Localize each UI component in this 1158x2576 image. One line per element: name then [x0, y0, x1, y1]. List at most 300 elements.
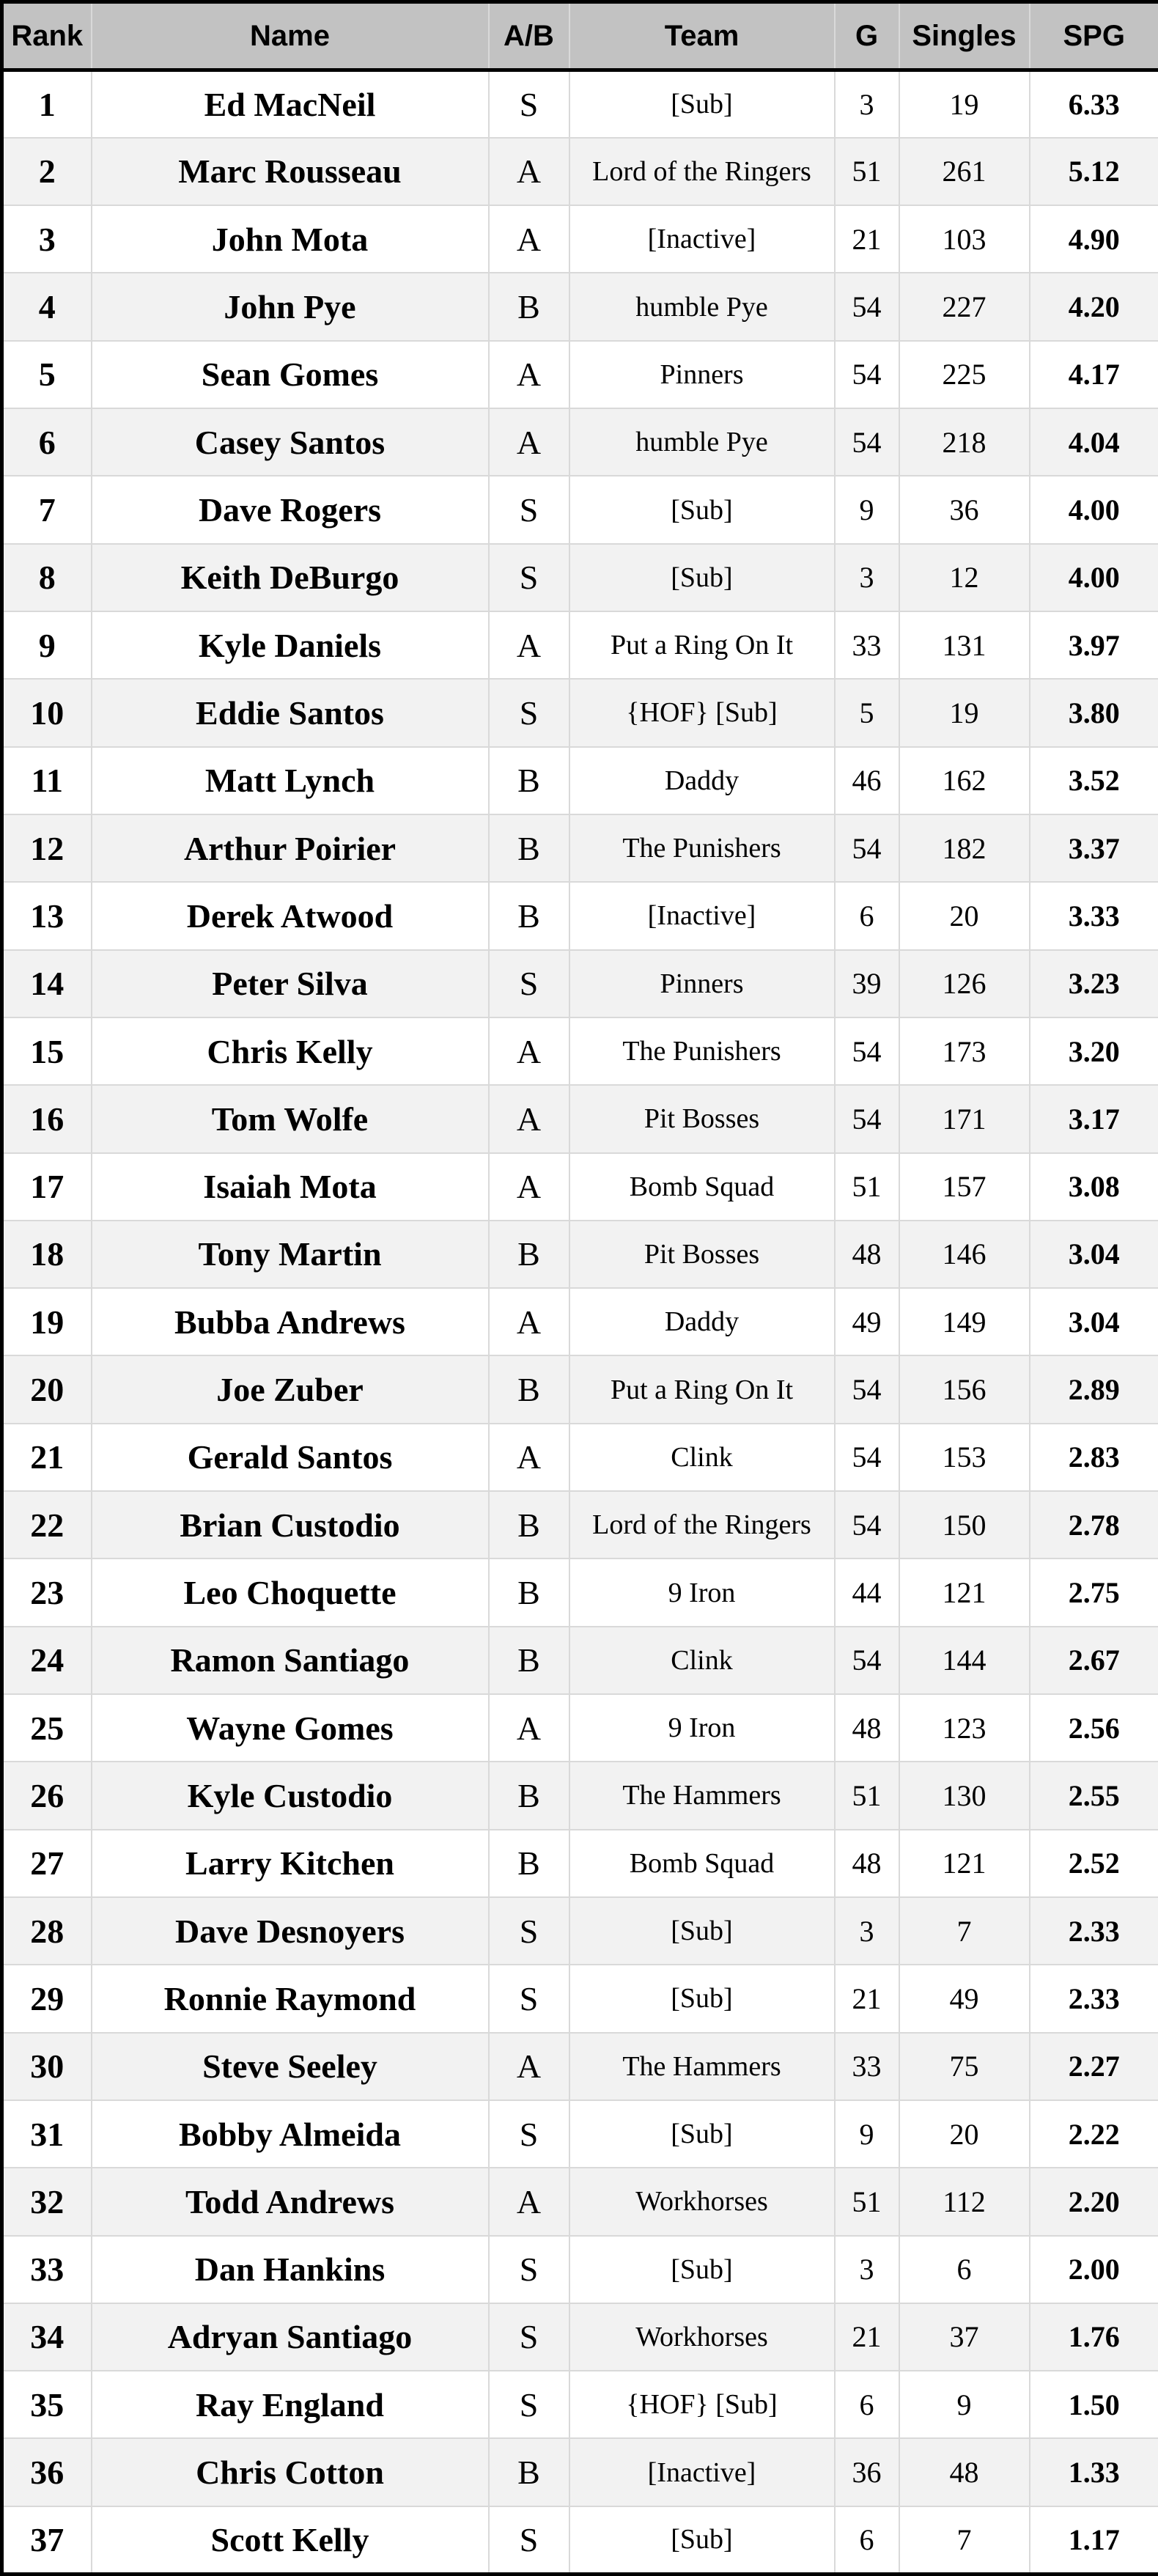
cell-division: B	[489, 814, 569, 882]
cell-spg: 2.00	[1030, 2236, 1158, 2303]
cell-spg: 2.55	[1030, 1762, 1158, 1829]
table-row	[2, 2371, 1158, 2438]
cell-games: 51	[835, 1153, 899, 1221]
cell-team: Workhorses	[569, 2303, 835, 2371]
cell-player-name: Tony Martin	[92, 1221, 489, 1288]
cell-singles: 146	[899, 1221, 1030, 1288]
cell-singles: 49	[899, 1965, 1030, 2032]
cell-games: 54	[835, 1491, 899, 1559]
cell-division: S	[489, 1897, 569, 1965]
cell-games: 54	[835, 341, 899, 408]
table-row	[2, 476, 1158, 543]
table-row	[2, 2168, 1158, 2235]
cell-games: 51	[835, 138, 899, 205]
cell-spg: 4.00	[1030, 476, 1158, 543]
cell-spg: 5.12	[1030, 138, 1158, 205]
cell-spg: 4.04	[1030, 408, 1158, 476]
cell-division: S	[489, 950, 569, 1017]
cell-singles: 19	[899, 70, 1030, 138]
cell-player-name: Todd Andrews	[92, 2168, 489, 2235]
header-row	[2, 2, 1158, 70]
cell-games: 36	[835, 2438, 899, 2506]
cell-games: 6	[835, 2371, 899, 2438]
cell-games: 6	[835, 2506, 899, 2575]
table-row	[2, 1221, 1158, 1288]
cell-rank: 8	[2, 544, 92, 611]
cell-games: 54	[835, 1627, 899, 1694]
cell-rank: 14	[2, 950, 92, 1017]
table-row	[2, 1965, 1158, 2032]
cell-team: Daddy	[569, 747, 835, 814]
table-row	[2, 1694, 1158, 1762]
cell-rank: 7	[2, 476, 92, 543]
cell-singles: 9	[899, 2371, 1030, 2438]
cell-division: B	[489, 747, 569, 814]
cell-spg: 1.76	[1030, 2303, 1158, 2371]
cell-games: 21	[835, 2303, 899, 2371]
cell-games: 51	[835, 1762, 899, 1829]
cell-spg: 2.52	[1030, 1830, 1158, 1897]
cell-singles: 218	[899, 408, 1030, 476]
table-row	[2, 1288, 1158, 1355]
table-row	[2, 2033, 1158, 2100]
cell-singles: 19	[899, 679, 1030, 746]
cell-division: B	[489, 1830, 569, 1897]
cell-division: B	[489, 1221, 569, 1288]
cell-player-name: Wayne Gomes	[92, 1694, 489, 1762]
cell-team: Put a Ring On It	[569, 611, 835, 679]
cell-singles: 20	[899, 882, 1030, 949]
cell-spg: 3.80	[1030, 679, 1158, 746]
cell-team: humble Pye	[569, 273, 835, 340]
cell-rank: 27	[2, 1830, 92, 1897]
cell-games: 54	[835, 1355, 899, 1423]
cell-team: [Sub]	[569, 476, 835, 543]
cell-team: [Sub]	[569, 2236, 835, 2303]
cell-singles: 103	[899, 205, 1030, 273]
cell-games: 3	[835, 70, 899, 138]
cell-singles: 171	[899, 1085, 1030, 1152]
cell-rank: 9	[2, 611, 92, 679]
cell-rank: 35	[2, 2371, 92, 2438]
cell-spg: 4.00	[1030, 544, 1158, 611]
cell-games: 9	[835, 2100, 899, 2168]
table-row	[2, 1085, 1158, 1152]
table-row	[2, 1897, 1158, 1965]
cell-spg: 2.89	[1030, 1355, 1158, 1423]
cell-division: A	[489, 1153, 569, 1221]
cell-spg: 2.33	[1030, 1965, 1158, 2032]
cell-rank: 21	[2, 1424, 92, 1491]
cell-spg: 3.08	[1030, 1153, 1158, 1221]
cell-division: A	[489, 341, 569, 408]
cell-rank: 36	[2, 2438, 92, 2506]
cell-singles: 121	[899, 1559, 1030, 1626]
cell-division: B	[489, 1762, 569, 1829]
cell-rank: 11	[2, 747, 92, 814]
cell-spg: 3.04	[1030, 1221, 1158, 1288]
cell-games: 48	[835, 1694, 899, 1762]
cell-division: B	[489, 2438, 569, 2506]
column-header-ab: A/B	[489, 2, 569, 70]
cell-division: A	[489, 1017, 569, 1085]
column-header-name: Name	[92, 2, 489, 70]
cell-games: 49	[835, 1288, 899, 1355]
cell-player-name: Larry Kitchen	[92, 1830, 489, 1897]
cell-division: A	[489, 408, 569, 476]
cell-team: [Inactive]	[569, 2438, 835, 2506]
cell-games: 21	[835, 205, 899, 273]
cell-team: [Sub]	[569, 70, 835, 138]
column-header-g: G	[835, 2, 899, 70]
table-row	[2, 408, 1158, 476]
cell-player-name: Arthur Poirier	[92, 814, 489, 882]
cell-spg: 3.37	[1030, 814, 1158, 882]
cell-division: B	[489, 273, 569, 340]
cell-player-name: Marc Rousseau	[92, 138, 489, 205]
table-row	[2, 1559, 1158, 1626]
cell-rank: 22	[2, 1491, 92, 1559]
cell-rank: 34	[2, 2303, 92, 2371]
cell-player-name: Eddie Santos	[92, 679, 489, 746]
cell-division: A	[489, 611, 569, 679]
cell-player-name: Scott Kelly	[92, 2506, 489, 2575]
cell-rank: 6	[2, 408, 92, 476]
cell-player-name: John Mota	[92, 205, 489, 273]
cell-division: B	[489, 882, 569, 949]
cell-team: The Punishers	[569, 814, 835, 882]
cell-rank: 16	[2, 1085, 92, 1152]
cell-singles: 123	[899, 1694, 1030, 1762]
column-header-spg: SPG	[1030, 2, 1158, 70]
cell-division: B	[489, 1627, 569, 1694]
cell-division: A	[489, 1694, 569, 1762]
cell-singles: 149	[899, 1288, 1030, 1355]
cell-player-name: Chris Kelly	[92, 1017, 489, 1085]
table-row	[2, 2303, 1158, 2371]
cell-spg: 2.20	[1030, 2168, 1158, 2235]
cell-team: Clink	[569, 1627, 835, 1694]
cell-team: The Hammers	[569, 2033, 835, 2100]
cell-team: 9 Iron	[569, 1559, 835, 1626]
cell-team: Pinners	[569, 341, 835, 408]
cell-division: A	[489, 1085, 569, 1152]
cell-rank: 33	[2, 2236, 92, 2303]
table-row	[2, 1627, 1158, 1694]
cell-spg: 4.90	[1030, 205, 1158, 273]
cell-singles: 48	[899, 2438, 1030, 2506]
cell-division: A	[489, 205, 569, 273]
cell-spg: 1.50	[1030, 2371, 1158, 2438]
cell-player-name: Ray England	[92, 2371, 489, 2438]
cell-rank: 26	[2, 1762, 92, 1829]
cell-singles: 20	[899, 2100, 1030, 2168]
cell-rank: 18	[2, 1221, 92, 1288]
column-header-singles: Singles	[899, 2, 1030, 70]
cell-games: 51	[835, 2168, 899, 2235]
cell-games: 6	[835, 882, 899, 949]
cell-player-name: Joe Zuber	[92, 1355, 489, 1423]
cell-team: The Hammers	[569, 1762, 835, 1829]
cell-singles: 162	[899, 747, 1030, 814]
table-row	[2, 544, 1158, 611]
table-header	[2, 2, 1158, 70]
cell-division: A	[489, 1288, 569, 1355]
table-row	[2, 2438, 1158, 2506]
cell-division: A	[489, 2033, 569, 2100]
cell-team: Workhorses	[569, 2168, 835, 2235]
cell-spg: 2.78	[1030, 1491, 1158, 1559]
cell-division: A	[489, 1424, 569, 1491]
cell-team: 9 Iron	[569, 1694, 835, 1762]
cell-team: Clink	[569, 1424, 835, 1491]
table-row	[2, 1491, 1158, 1559]
cell-games: 39	[835, 950, 899, 1017]
cell-rank: 28	[2, 1897, 92, 1965]
cell-rank: 5	[2, 341, 92, 408]
cell-team: Pinners	[569, 950, 835, 1017]
cell-singles: 156	[899, 1355, 1030, 1423]
cell-singles: 131	[899, 611, 1030, 679]
cell-singles: 153	[899, 1424, 1030, 1491]
cell-spg: 2.27	[1030, 2033, 1158, 2100]
cell-team: Daddy	[569, 1288, 835, 1355]
cell-spg: 3.04	[1030, 1288, 1158, 1355]
cell-player-name: Chris Cotton	[92, 2438, 489, 2506]
cell-rank: 25	[2, 1694, 92, 1762]
cell-rank: 23	[2, 1559, 92, 1626]
cell-division: S	[489, 2506, 569, 2575]
cell-spg: 3.17	[1030, 1085, 1158, 1152]
table-row	[2, 1762, 1158, 1829]
cell-games: 54	[835, 1424, 899, 1491]
cell-division: S	[489, 544, 569, 611]
table-row	[2, 2506, 1158, 2575]
cell-player-name: Sean Gomes	[92, 341, 489, 408]
table-row	[2, 814, 1158, 882]
table-row	[2, 1153, 1158, 1221]
cell-games: 54	[835, 273, 899, 340]
table-row	[2, 138, 1158, 205]
cell-team: [Sub]	[569, 2100, 835, 2168]
cell-games: 54	[835, 814, 899, 882]
cell-spg: 3.33	[1030, 882, 1158, 949]
cell-singles: 12	[899, 544, 1030, 611]
table-row	[2, 679, 1158, 746]
cell-rank: 13	[2, 882, 92, 949]
cell-spg: 1.17	[1030, 2506, 1158, 2575]
table-row	[2, 611, 1158, 679]
cell-player-name: Gerald Santos	[92, 1424, 489, 1491]
cell-player-name: Dave Rogers	[92, 476, 489, 543]
table-body	[2, 70, 1158, 2575]
cell-singles: 157	[899, 1153, 1030, 1221]
cell-division: S	[489, 2303, 569, 2371]
cell-team: [Sub]	[569, 1965, 835, 2032]
cell-division: B	[489, 1355, 569, 1423]
cell-player-name: Bobby Almeida	[92, 2100, 489, 2168]
cell-rank: 24	[2, 1627, 92, 1694]
cell-player-name: Derek Atwood	[92, 882, 489, 949]
cell-player-name: Steve Seeley	[92, 2033, 489, 2100]
cell-singles: 130	[899, 1762, 1030, 1829]
cell-spg: 2.75	[1030, 1559, 1158, 1626]
cell-singles: 173	[899, 1017, 1030, 1085]
cell-singles: 182	[899, 814, 1030, 882]
cell-singles: 121	[899, 1830, 1030, 1897]
cell-singles: 150	[899, 1491, 1030, 1559]
cell-rank: 4	[2, 273, 92, 340]
cell-player-name: Adryan Santiago	[92, 2303, 489, 2371]
cell-team: [Sub]	[569, 1897, 835, 1965]
table-row	[2, 70, 1158, 138]
cell-games: 33	[835, 611, 899, 679]
cell-singles: 7	[899, 1897, 1030, 1965]
cell-games: 5	[835, 679, 899, 746]
cell-rank: 15	[2, 1017, 92, 1085]
table-row	[2, 747, 1158, 814]
cell-games: 48	[835, 1830, 899, 1897]
cell-games: 9	[835, 476, 899, 543]
cell-spg: 2.33	[1030, 1897, 1158, 1965]
cell-games: 54	[835, 1085, 899, 1152]
cell-player-name: Ronnie Raymond	[92, 1965, 489, 2032]
cell-division: A	[489, 138, 569, 205]
cell-spg: 6.33	[1030, 70, 1158, 138]
cell-rank: 29	[2, 1965, 92, 2032]
cell-singles: 261	[899, 138, 1030, 205]
table-row	[2, 341, 1158, 408]
cell-team: [Sub]	[569, 2506, 835, 2575]
cell-singles: 126	[899, 950, 1030, 1017]
cell-player-name: Kyle Daniels	[92, 611, 489, 679]
cell-team: Bomb Squad	[569, 1830, 835, 1897]
cell-rank: 32	[2, 2168, 92, 2235]
cell-division: S	[489, 2100, 569, 2168]
cell-spg: 2.67	[1030, 1627, 1158, 1694]
cell-spg: 4.17	[1030, 341, 1158, 408]
table-row	[2, 950, 1158, 1017]
table-row	[2, 2100, 1158, 2168]
cell-rank: 10	[2, 679, 92, 746]
cell-team: The Punishers	[569, 1017, 835, 1085]
cell-games: 3	[835, 2236, 899, 2303]
table-row	[2, 1424, 1158, 1491]
cell-singles: 37	[899, 2303, 1030, 2371]
cell-singles: 144	[899, 1627, 1030, 1694]
cell-player-name: Ed MacNeil	[92, 70, 489, 138]
cell-rank: 30	[2, 2033, 92, 2100]
cell-division: S	[489, 1965, 569, 2032]
cell-team: [Inactive]	[569, 205, 835, 273]
cell-games: 44	[835, 1559, 899, 1626]
cell-player-name: Brian Custodio	[92, 1491, 489, 1559]
table-row	[2, 882, 1158, 949]
cell-rank: 31	[2, 2100, 92, 2168]
cell-games: 48	[835, 1221, 899, 1288]
table-row	[2, 1830, 1158, 1897]
cell-division: S	[489, 476, 569, 543]
cell-team: [Inactive]	[569, 882, 835, 949]
cell-team: Pit Bosses	[569, 1221, 835, 1288]
cell-singles: 225	[899, 341, 1030, 408]
cell-singles: 6	[899, 2236, 1030, 2303]
cell-rank: 3	[2, 205, 92, 273]
cell-games: 46	[835, 747, 899, 814]
cell-division: S	[489, 679, 569, 746]
table-row	[2, 273, 1158, 340]
table-row	[2, 2236, 1158, 2303]
cell-spg: 2.56	[1030, 1694, 1158, 1762]
cell-rank: 12	[2, 814, 92, 882]
cell-rank: 1	[2, 70, 92, 138]
cell-games: 21	[835, 1965, 899, 2032]
cell-player-name: Leo Choquette	[92, 1559, 489, 1626]
cell-singles: 75	[899, 2033, 1030, 2100]
cell-spg: 3.20	[1030, 1017, 1158, 1085]
cell-rank: 19	[2, 1288, 92, 1355]
cell-player-name: Ramon Santiago	[92, 1627, 489, 1694]
cell-games: 54	[835, 408, 899, 476]
cell-singles: 7	[899, 2506, 1030, 2575]
cell-games: 3	[835, 544, 899, 611]
cell-division: B	[489, 1491, 569, 1559]
cell-player-name: John Pye	[92, 273, 489, 340]
cell-rank: 2	[2, 138, 92, 205]
cell-singles: 36	[899, 476, 1030, 543]
cell-team: {HOF} [Sub]	[569, 679, 835, 746]
cell-player-name: Casey Santos	[92, 408, 489, 476]
cell-division: S	[489, 2236, 569, 2303]
table-row	[2, 1017, 1158, 1085]
cell-team: [Sub]	[569, 544, 835, 611]
table-row	[2, 1355, 1158, 1423]
cell-team: Lord of the Ringers	[569, 138, 835, 205]
cell-team: Put a Ring On It	[569, 1355, 835, 1423]
cell-player-name: Dave Desnoyers	[92, 1897, 489, 1965]
cell-spg: 3.97	[1030, 611, 1158, 679]
cell-spg: 3.52	[1030, 747, 1158, 814]
table-row	[2, 205, 1158, 273]
cell-player-name: Bubba Andrews	[92, 1288, 489, 1355]
cell-spg: 2.83	[1030, 1424, 1158, 1491]
cell-player-name: Matt Lynch	[92, 747, 489, 814]
cell-rank: 37	[2, 2506, 92, 2575]
cell-division: S	[489, 2371, 569, 2438]
cell-spg: 3.23	[1030, 950, 1158, 1017]
cell-rank: 20	[2, 1355, 92, 1423]
cell-spg: 1.33	[1030, 2438, 1158, 2506]
cell-player-name: Tom Wolfe	[92, 1085, 489, 1152]
cell-player-name: Dan Hankins	[92, 2236, 489, 2303]
cell-rank: 17	[2, 1153, 92, 1221]
cell-games: 33	[835, 2033, 899, 2100]
cell-player-name: Peter Silva	[92, 950, 489, 1017]
column-header-rank: Rank	[2, 2, 92, 70]
column-header-team: Team	[569, 2, 835, 70]
cell-team: Lord of the Ringers	[569, 1491, 835, 1559]
cell-team: humble Pye	[569, 408, 835, 476]
cell-spg: 4.20	[1030, 273, 1158, 340]
cell-team: {HOF} [Sub]	[569, 2371, 835, 2438]
cell-player-name: Kyle Custodio	[92, 1762, 489, 1829]
cell-spg: 2.22	[1030, 2100, 1158, 2168]
cell-division: S	[489, 70, 569, 138]
cell-singles: 227	[899, 273, 1030, 340]
cell-games: 54	[835, 1017, 899, 1085]
cell-division: B	[489, 1559, 569, 1626]
cell-team: Pit Bosses	[569, 1085, 835, 1152]
